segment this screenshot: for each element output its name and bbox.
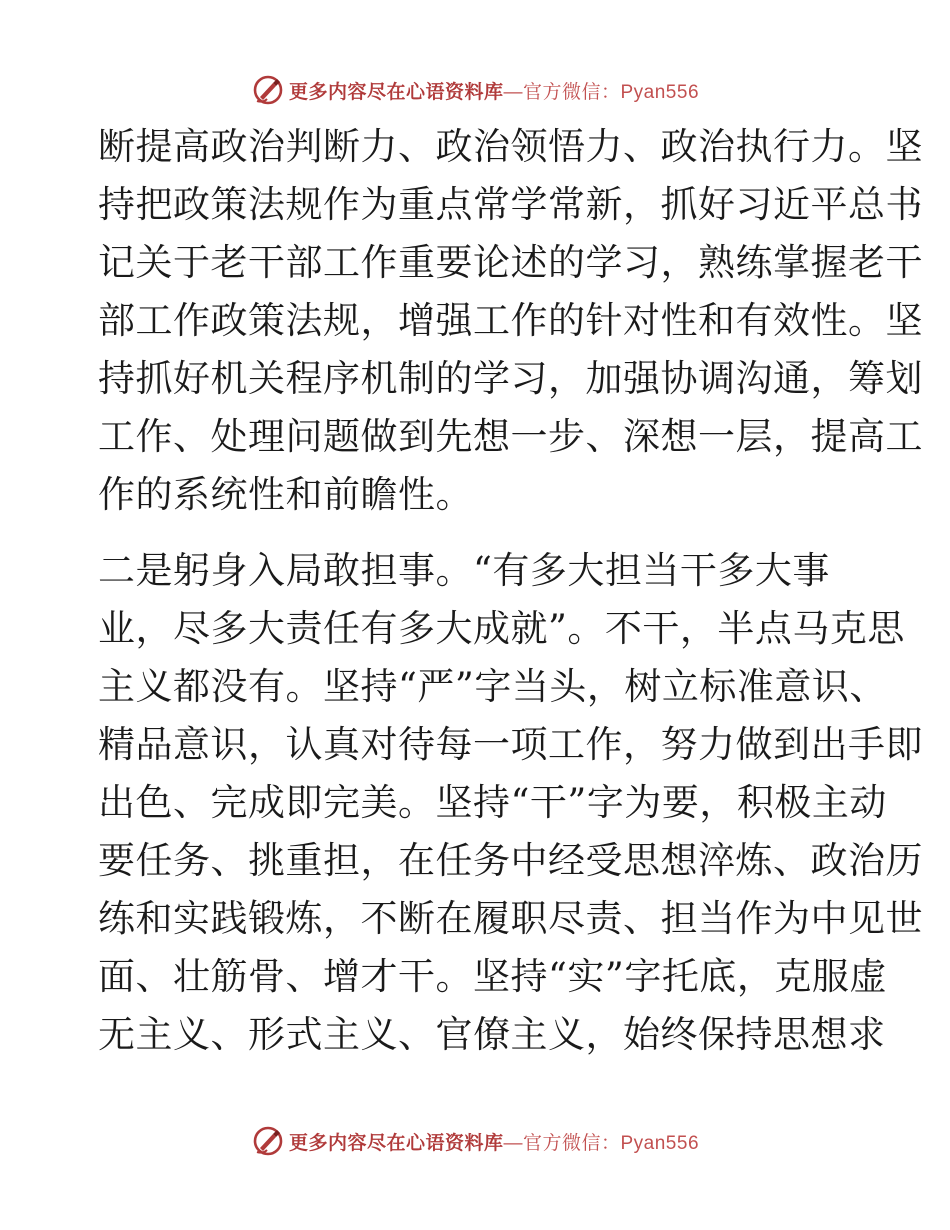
text-line: 断提高政治判断力、政治领悟力、政治执行力。坚	[98, 125, 923, 168]
pen-circle-logo-icon	[251, 1124, 285, 1158]
text-line: 练和实践锻炼，不断在履职尽责、担当作为中见世	[98, 897, 923, 940]
text-line: 主义都没有。坚持“严”字当头，树立标准意识、	[98, 665, 887, 708]
text-line: 业，尽多大责任有多大成就”。不干，半点马克思	[98, 607, 905, 650]
text-line: 要任务、挑重担，在任务中经受思想淬炼、政治历	[98, 839, 923, 882]
banner-wechat: —官方微信：Pyan556	[503, 81, 700, 103]
text-line: 持抓好机关程序机制的学习，加强协调沟通，筹划	[98, 357, 923, 400]
paragraph-2	[98, 542, 923, 1064]
banner-text	[289, 77, 699, 104]
text-line: 无主义、形式主义、官僚主义，始终保持思想求	[98, 1013, 886, 1056]
footer-banner	[0, 1121, 950, 1161]
banner-text	[289, 1128, 699, 1155]
text-line: 工作、处理问题做到先想一步、深想一层，提高工	[98, 415, 923, 458]
paragraph-gap	[98, 524, 858, 542]
text-line: 面、壮筋骨、增才干。坚持“实”字托底，克服虚	[98, 955, 887, 998]
text-line: 记关于老干部工作重要论述的学习，熟练掌握老干	[98, 241, 923, 284]
text-line: 二是躬身入局敢担事。“有多大担当干多大事	[98, 549, 830, 592]
banner-wechat: —官方微信：Pyan556	[503, 1132, 700, 1154]
document-body	[98, 118, 923, 1064]
pen-circle-logo-icon	[251, 73, 285, 107]
header-banner	[0, 70, 950, 110]
text-line: 部工作政策法规，增强工作的针对性和有效性。坚	[98, 299, 923, 342]
banner-title: 更多内容尽在心语资料库	[288, 80, 504, 103]
text-line: 出色、完成即完美。坚持“干”字为要，积极主动	[98, 781, 887, 824]
text-line: 精品意识，认真对待每一项工作，努力做到出手即	[98, 723, 923, 766]
text-line: 持把政策法规作为重点常学常新，抓好习近平总书	[98, 183, 923, 226]
banner-title: 更多内容尽在心语资料库	[288, 1131, 504, 1154]
paragraph-1	[98, 118, 923, 524]
text-line: 作的系统性和前瞻性。	[98, 473, 473, 516]
